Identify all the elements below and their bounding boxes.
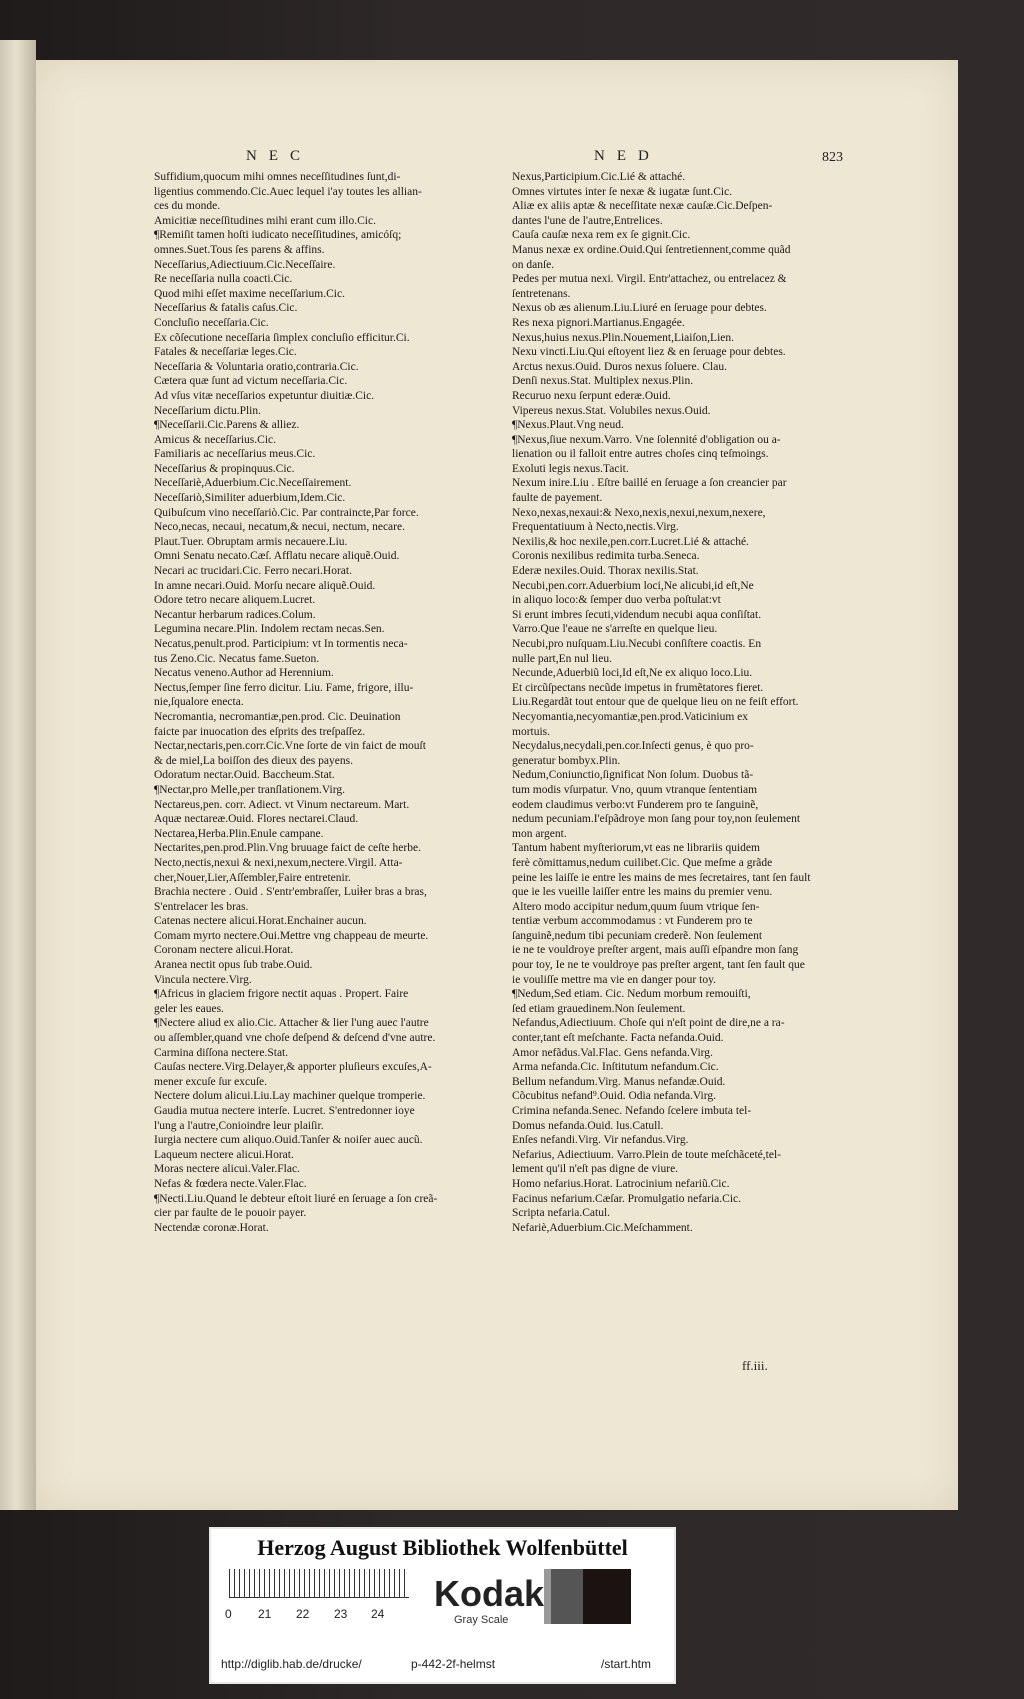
text-line: Facinus nefarium.Cæſar. Promulgatio nefaria.Cic. (512, 1192, 741, 1205)
text-line: in aliquo loco:& ſemper duo verba poſtulat:vt (512, 594, 721, 607)
text-line: Nexu vincti.Liu.Qui eſtoyent liez & en ſeruage pour debtes. (512, 346, 786, 359)
text-line: Enſes nefandi.Virg. Vir nefandus.Virg. (512, 1134, 689, 1147)
text-line: Manus nexæ ex ordine.Ouid.Qui ſentretiennent,comme quãd (512, 243, 791, 256)
text-line: ¶Nedum,Sed etiam. Cic. Nedum morbum remouiſti, (512, 988, 751, 1001)
text-line: peine les laiſſe ie entre les mains de mes ſecretaires, tant ſen fault (512, 871, 811, 884)
text-line: Neceſſariò,Similiter aduerbium,Idem.Cic. (154, 492, 346, 505)
text-line: ¶Nexus.Plaut.Vng neud. (512, 419, 624, 432)
text-line: tus Zeno.Cic. Necatus fame.Sueton. (154, 652, 320, 665)
text-line: Aliæ ex aliis aptæ & neceſſitate nexæ cauſæ.Cic.Deſpen- (512, 200, 773, 213)
text-line: Iurgia nectere cum aliquo.Ouid.Tanſer & noiſer auec aucũ. (154, 1134, 423, 1147)
text-line: ſentretenans. (512, 287, 571, 300)
text-line: Aranea nectit opus ſub trabe.Ouid. (154, 959, 313, 972)
ruler-tick: 24 (371, 1607, 385, 1621)
text-line: Necari ac trucidari.Cic. Ferro necari.Horat. (154, 565, 352, 578)
text-line: faicte par inuocation des eſprits des treſpaſſez. (154, 725, 366, 738)
text-line: ſed etiam grauedinem.Non ſeulement. (512, 1002, 686, 1015)
text-line: Suffidium,quocum mihi omnes neceſſitudines ſunt,di- (154, 171, 401, 183)
text-line: Vincula nectere.Virg. (154, 973, 252, 986)
text-line: ¶Remiſit tamen hoſti iudicato neceſſitudines, amicóſq; (154, 229, 402, 242)
text-line: Necubi,pen.corr.Aduerbium loci,Ne alicubi,id eſt,Ne (512, 579, 754, 592)
text-line: Tantum habent myſteriorum,vt eas ne librariis quidem (512, 842, 760, 855)
text-line: lement qu'il n'eſt pas digne de viure. (512, 1163, 679, 1176)
text-line: Necunde,Aduerbiũ loci,Id eſt,Ne ex aliquo loco.Liu. (512, 667, 753, 680)
signature-mark: ff.iii. (742, 1358, 768, 1373)
text-line: Ex cõſecutione neceſſaria ſimplex concluſio efficitur.Ci. (154, 331, 410, 344)
text-line: Odoratum nectar.Ouid. Baccheum.Stat. (154, 769, 335, 782)
text-line: cher,Nouer,Lier,Aſſembler,Faire entretenir. (154, 871, 351, 884)
text-line: Nefandus,Adiectiuum. Choſe qui n'eſt point de dire,ne a ra- (512, 1017, 785, 1030)
url-id: p-442-2f-helmst (411, 1657, 496, 1671)
text-line: lienation ou il falloit entre autres choſes cinq teſmoings. (512, 448, 769, 461)
text-line: Neceſſarius & propinquus.Cic. (154, 462, 295, 475)
text-line: Carmina diſſona nectere.Stat. (154, 1046, 289, 1059)
text-line: on danſe. (512, 258, 555, 271)
text-line: & de miel,La boiſſon des dieux des payens. (154, 754, 353, 767)
running-head-right: NED (594, 148, 661, 164)
text-line: Nefas & fœdera necte.Valer.Flac. (154, 1177, 307, 1190)
text-line: mortuis. (512, 725, 551, 738)
text-line: Bellum nefandum.Virg. Manus nefandæ.Ouid. (512, 1075, 726, 1088)
text-line: Moras nectere alicui.Valer.Flac. (154, 1163, 300, 1176)
text-line: Coronam nectere alicui.Horat. (154, 944, 294, 957)
text-line: ¶Africus in glaciem frigore nectit aquas . Propert. Faire (154, 988, 409, 1001)
text-line: tentiæ verbum accommodamus : vt Funderem pro te (512, 915, 753, 928)
library-title: Herzog August Bibliothek Wolfenbüttel (257, 1535, 628, 1560)
text-line: Necydalus,necydali,pen.cor.Inſecti genus, è quo pro- (512, 740, 754, 753)
text-line: ¶Neceſſarii.Cic.Parens & alliez. (154, 419, 300, 432)
text-line: Nectere dolum alicui.Liu.Lay machiner quelque tromperie. (154, 1090, 426, 1103)
text-line: Nectareus,pen. corr. Adiect. vt Vinum nectareum. Mart. (154, 798, 410, 811)
text-line: Nexus ob æs alienum.Liu.Liuré en ſeruage pour debtes. (512, 302, 767, 315)
text-line: Necromantia, necromantiæ,pen.prod. Cic. Deuination (154, 710, 401, 723)
kodak-logo: Kodak (434, 1573, 545, 1614)
text-line: mon argent. (512, 827, 567, 840)
text-line: Liu.Regardãt tout entour que de quelque lieu on ne feiſt effort. (512, 696, 799, 709)
text-line: nie,ſqualore enecta. (154, 696, 244, 709)
text-line: ou aſſembler,quand vne choſe deſpend & deſcend d'vne autre. (154, 1032, 436, 1045)
text-line: Quod mihi eſſet maxime neceſſarium.Cic. (154, 287, 345, 300)
ruler-tick: 23 (334, 1607, 348, 1621)
text-line: Nectar,nectaris,pen.corr.Cic.Vne ſorte de vin faict de mouſt (154, 740, 426, 753)
text-line: Neceſſaria & Voluntaria oratio,contraria.Cic. (154, 360, 359, 373)
text-line: ie ne te vouldroye preſter argent, mais auſſi eſpandre mon ſang (512, 944, 799, 957)
text-line: S'entrelacer les bras. (154, 900, 249, 913)
text-line: Gaudia mutua nectere interſe. Lucret. S'entredonner ioye (154, 1105, 415, 1117)
ruler-tick: 0 (225, 1607, 232, 1621)
text-line: Omnes virtutes inter ſe nexæ & iugatæ ſunt.Cic. (512, 185, 733, 198)
text-line: Neco,necas, necaui, necatum,& necui, nectum, necare. (154, 521, 405, 534)
book-page (36, 60, 958, 1510)
text-line: mener excuſe ſur excuſe. (154, 1075, 268, 1088)
text-line: Cætera quæ ſunt ad victum neceſſaria.Cic. (154, 375, 348, 388)
text-line: ¶Nectere aliud ex alio.Cic. Attacher & lier l'ung auec l'autre (154, 1017, 429, 1030)
text-line: Nectarea,Herba.Plin.Enule campane. (154, 827, 324, 840)
text-line: Et circũſpectans necũde impetus in frumẽtatores fieret. (512, 681, 764, 694)
text-line: Nexum inire.Liu . Eſtre baillé en ſeruage a ſon creancier par (512, 477, 787, 490)
text-line: Altero modo accipitur nedum,quum ſuum vtrique ſen- (512, 900, 760, 913)
gray-scale-label: Gray Scale (454, 1614, 509, 1626)
text-line: Necatus,penult.prod. Participium: vt In tormentis neca- (154, 638, 408, 650)
text-line: Nexo,nexas,nexaui:& Nexo,nexis,nexui,nexum,nexere, (512, 506, 766, 519)
text-line: nulle part,En nul lieu. (512, 652, 612, 665)
text-line: Plaut.Tuer. Obruptam armis necauere.Liu. (154, 535, 348, 548)
text-line: In amne necari.Ouid. Morſu necare aliquẽ.Ouid. (154, 579, 376, 592)
text-line: conter,tant eſt meſchante. Facta nefanda.Ouid. (512, 1032, 724, 1045)
text-line: pour toy, Ie ne te vouldroye pas preſter argent, tant ſen fault que (512, 959, 805, 972)
text-line: Nectarites,pen.prod.Plin.Vng bruuage faict de ceſte herbe. (154, 842, 421, 855)
text-line: ¶Nexus,ſiue nexum.Varro. Vne ſolennité d'obligation ou a- (512, 433, 781, 446)
text-line: cier par faulte de le pouoir payer. (154, 1207, 307, 1220)
text-line: Recuruo nexu ſerpunt ederæ.Ouid. (512, 389, 671, 402)
text-line: Neceſſariè,Aduerbium.Cic.Neceſſairement. (154, 477, 352, 490)
text-line: geler les eaues. (154, 1002, 224, 1015)
text-line: Scripta nefaria.Catul. (512, 1207, 611, 1220)
text-line: Nefarius, Adiectiuum. Varro.Plein de toute meſchãceté,tel- (512, 1148, 781, 1161)
text-line: dantes l'une de l'autre,Entrelices. (512, 214, 663, 227)
text-line: tum modis vſurpatur. Vno, quum vtranque ſententiam (512, 783, 758, 796)
color-target-card (209, 1527, 676, 1684)
text-line: Ad vſus vitæ neceſſarios expetuntur diuitiæ.Cic. (154, 389, 375, 402)
ruler-scale (229, 1569, 409, 1598)
text-line: ¶Necti.Liu.Quand le debteur eſtoit liuré en ſeruage a ſon creã- (154, 1192, 438, 1205)
text-line: Si erunt imbres ſecuti,videndum necubi aqua conſiſtat. (512, 608, 762, 621)
text-line: Necubi,pro nuſquam.Liu.Necubi conſiſtere coactis. En (512, 638, 762, 650)
text-line: ces du monde. (154, 200, 221, 213)
text-line: generatur bombyx.Plin. (512, 754, 621, 767)
text-line: eodem claudimus verbo:vt Funderem pro te ſanguinẽ, (512, 798, 759, 811)
text-line: Ederæ nexiles.Ouid. Thorax nexilis.Stat. (512, 565, 699, 578)
text-line: Amicitiæ neceſſitudines mihi erant cum illo.Cic. (154, 214, 376, 227)
text-line: Amicus & neceſſarius.Cic. (154, 433, 276, 446)
url-suffix: /start.htm (601, 1657, 652, 1671)
text-line: Homo nefarius.Horat. Latrocinium nefariũ.Cic. (512, 1177, 730, 1190)
text-line: Exoluti legis nexus.Tacit. (512, 462, 629, 475)
text-line: Cauſas nectere.Virg.Delayer,& apporter pluſieurs excuſes,A- (154, 1061, 432, 1074)
text-line: Aquæ nectareæ.Ouid. Flores nectarei.Claud. (154, 813, 359, 826)
gray-swatch (551, 1569, 583, 1624)
text-line: Familiaris ac neceſſarius meus.Cic. (154, 448, 316, 461)
url-base: http://diglib.hab.de/drucke/ (221, 1657, 362, 1671)
text-line: nedum pecuniam.I'eſpãdroye mon ſang pour toy,non ſeulement (512, 813, 801, 826)
text-line: Comam myrto nectere.Oui.Mettre vng chappeau de meurte. (154, 929, 429, 942)
text-line: Nectendæ coronæ.Horat. (154, 1221, 269, 1234)
text-line: Fatales & neceſſariæ leges.Cic. (154, 346, 297, 359)
text-line: Cõcubitus nefand⁹.Ouid. Odia nefanda.Virg. (512, 1090, 716, 1103)
running-head-left: NEC (246, 148, 312, 164)
text-line: Domus nefanda.Ouid. lus.Catull. (512, 1119, 664, 1132)
text-line: ferè cõmittamus,nedum cuilibet.Cic. Que meſme a grãde (512, 856, 773, 869)
text-line: ¶Nectar,pro Melle,per tranſlationem.Virg. (154, 783, 345, 796)
text-line: Catenas nectere alicui.Horat.Enchainer aucun. (154, 915, 367, 928)
text-line: ie vouliſſe mettre ma vie en danger pour toy. (512, 973, 716, 986)
text-line: Nectus,ſemper ſine ferro dicitur. Liu. Fame, frigore, illu- (154, 681, 414, 694)
text-line: Laqueum nectere alicui.Horat. (154, 1148, 294, 1161)
text-line: Crimina nefanda.Senec. Nefando ſcelere imbuta tel- (512, 1105, 752, 1117)
black-swatch (583, 1569, 631, 1624)
text-line: Odore tetro necare aliquem.Lucret. (154, 594, 316, 607)
text-line: Coronis nexilibus redimita turba.Seneca. (512, 550, 700, 563)
text-line: Re neceſſaria nulla coacti.Cic. (154, 273, 293, 286)
text-line: Necyomantia,necyomantiæ,pen.prod.Vaticinium ex (512, 710, 749, 723)
text-line: Vipereus nexus.Stat. Volubiles nexus.Ouid. (512, 404, 711, 417)
text-line: Necantur herbarum radices.Colum. (154, 608, 316, 621)
text-line: Arma nefanda.Cic. Inſtitutum nefandum.Cic. (512, 1061, 719, 1074)
text-line: que ie les vueille laiſſer entre les mains du premier venu. (512, 886, 773, 899)
text-line: ſanguinẽ,nedum tibi pecuniam crederẽ. Non ſeulement (512, 929, 763, 942)
text-line: faulte de payement. (512, 492, 603, 505)
text-line: Neceſſarium dictu.Plin. (154, 404, 261, 417)
text-line: Nexus,Participium.Cic.Lié & attaché. (512, 171, 686, 183)
book-edge (0, 40, 36, 1510)
text-line: l'ung a l'autre,Conioindre leur plaiſir. (154, 1119, 324, 1132)
text-line: Nexus,huius nexus.Plin.Nouement,Liaiſon,Lien. (512, 331, 734, 344)
ruler-tick: 22 (296, 1607, 310, 1621)
text-line: Frequentatiuum à Necto,nectis.Virg. (512, 521, 679, 534)
text-line: Brachia nectere . Ouid . S'entr'embraſſer, Lui̇ɫer bras a bras, (154, 886, 427, 899)
text-line: Res nexa pignori.Martianus.Engagée. (512, 316, 685, 329)
text-line: Necto,nectis,nexui & nexi,nexum,nectere.Virgil. Atta- (154, 856, 403, 869)
text-line: Arctus nexus.Ouid. Duros nexus ſoluere. Clau. (512, 360, 727, 373)
text-line: Varro.Que l'eaue ne s'arreſte en quelque lieu. (512, 623, 718, 636)
ruler-tick: 21 (258, 1607, 272, 1621)
text-line: Omni Senatu necato.Cæſ. Afflatu necare aliquẽ.Ouid. (154, 550, 400, 563)
text-line: ligentius commendo.Cic.Auec lequel i'ay toutes les allian- (154, 185, 422, 198)
text-line: Necatus veneno.Author ad Herennium. (154, 667, 334, 680)
text-line: Neceſſarius,Adiectiuum.Cic.Neceſſaire. (154, 258, 336, 271)
text-line: Nefariè,Aduerbium.Cic.Meſchamment. (512, 1221, 693, 1234)
text-line: Cauſa cauſæ nexa rem ex ſe gignit.Cic. (512, 229, 691, 242)
text-line: Concluſio neceſſaria.Cic. (154, 316, 269, 329)
page-number: 823 (822, 150, 843, 165)
text-line: Neceſſarius & fatalis caſus.Cic. (154, 302, 298, 315)
text-line: Denſi nexus.Stat. Multiplex nexus.Plin. (512, 375, 694, 388)
text-line: Nedum,Coniunctio,ſignificat Non ſolum. Duobus tã- (512, 769, 754, 782)
text-line: omnes.Suet.Tous ſes parens & affins. (154, 243, 325, 256)
text-line: Amor nefãdus.Val.Flac. Gens nefanda.Virg. (512, 1046, 713, 1059)
gray-swatch (544, 1569, 551, 1624)
text-line: Nexilis,& hoc nexile,pen.corr.Lucret.Lié & attaché. (512, 535, 749, 548)
right-column (512, 170, 942, 1235)
text-line: Quibuſcum vino neceſſariò.Cic. Par contraincte,Par force. (154, 506, 419, 519)
text-line: Pedes per mutua nexi. Virgil. Entr'attachez, ou entrelacez & (512, 273, 787, 286)
text-line: Legumina necare.Plin. Indolem rectam necas.Sen. (154, 623, 385, 636)
